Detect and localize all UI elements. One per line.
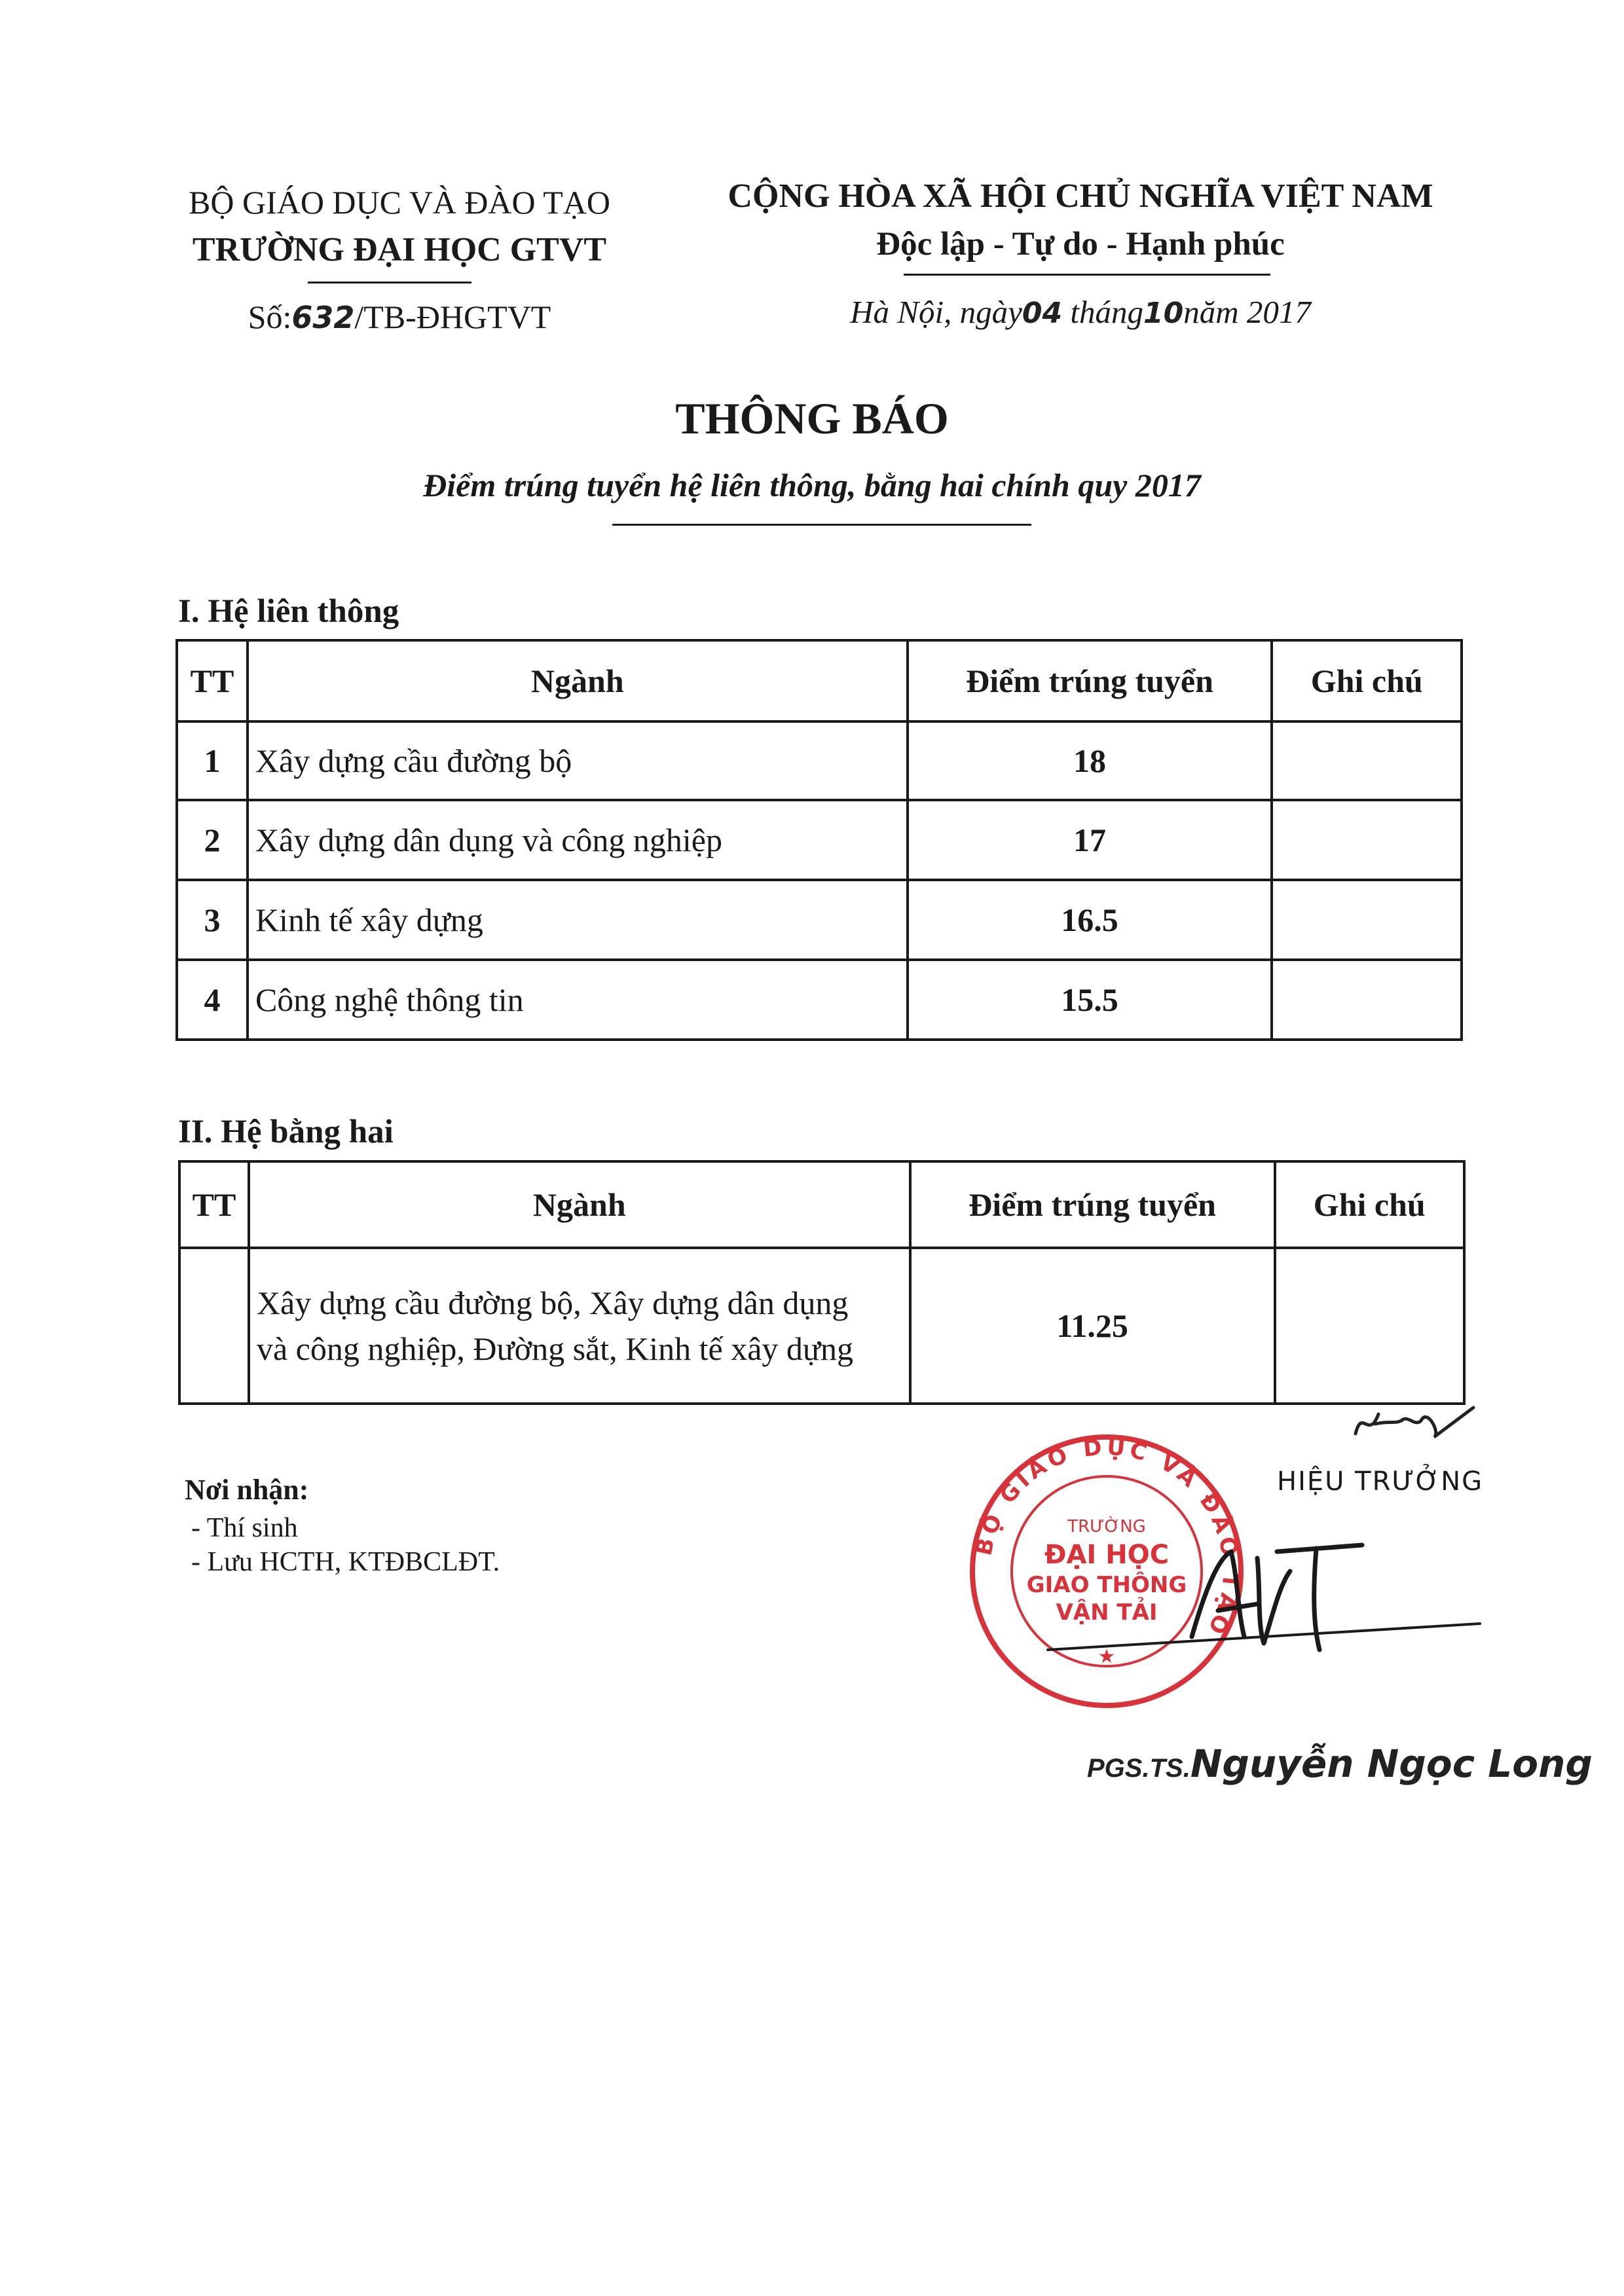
date-month-label: tháng — [1070, 294, 1143, 330]
cell-note — [1275, 1248, 1465, 1404]
ministry-name: BỘ GIÁO DỤC VÀ ĐÀO TẠO — [189, 184, 610, 221]
cell-note — [1272, 880, 1462, 960]
table-row — [177, 960, 1462, 1040]
signer-name — [1087, 1741, 1593, 1786]
subtitle-underline — [612, 524, 1031, 526]
table-row — [179, 1248, 1464, 1404]
cell-tt — [179, 1248, 249, 1404]
cell-score: 16.5 — [908, 880, 1272, 960]
cell-tt: 3 — [177, 880, 248, 960]
date-year: năm 2017 — [1183, 294, 1311, 330]
column-header-note: Ghi chú — [1275, 1161, 1465, 1248]
signer-title: HIỆU TRƯỞNG — [1277, 1467, 1484, 1497]
section-2-table — [178, 1160, 1466, 1405]
stamp-line-2: ĐẠI HỌC — [1044, 1540, 1170, 1570]
date-month: 10 — [1143, 297, 1184, 330]
cell-major: Xây dựng dân dụng và công nghiệp — [248, 800, 908, 880]
date-day: 04 — [1022, 297, 1063, 330]
section-1-heading: I. Hệ liên thông — [178, 593, 399, 630]
table-row — [177, 800, 1462, 880]
recipient-item: - Thí sinh — [191, 1513, 298, 1543]
national-motto: Độc lập - Tự do - Hạnh phúc — [876, 226, 1285, 263]
cell-tt: 2 — [177, 800, 248, 880]
stamp-star-icon: ★ — [1098, 1645, 1116, 1668]
document-title: THÔNG BÁO — [675, 393, 949, 443]
date-place: Hà Nội, ngày — [850, 294, 1022, 330]
cell-score: 18 — [908, 721, 1272, 800]
initial-signature — [1349, 1394, 1480, 1453]
section-2-heading: II. Hệ bằng hai — [178, 1114, 394, 1150]
doc-number-prefix: Số: — [248, 299, 292, 335]
cell-major: Công nghệ thông tin — [248, 960, 908, 1040]
column-header-major: Ngành — [249, 1161, 910, 1248]
cell-note — [1272, 800, 1462, 880]
cell-major-line-1: Xây dựng cầu đường bộ, Xây dựng dân dụng — [256, 1285, 849, 1321]
cell-note — [1272, 721, 1462, 800]
date-line — [694, 293, 1467, 331]
motto-underline — [904, 274, 1270, 276]
stamp-ring-text: BỘ GIÁO DỤC VÀ ĐÀO TẠO — [970, 1434, 1244, 1642]
school-underline — [308, 282, 471, 283]
republic-name: CỘNG HÒA XÃ HỘI CHỦ NGHĨA VIỆT NAM — [728, 177, 1433, 215]
document-number — [131, 298, 668, 336]
table-row — [177, 880, 1462, 960]
section-1-table — [175, 639, 1463, 1041]
stamp-line-4: VẬN TẢI — [1056, 1599, 1158, 1626]
table-row — [177, 721, 1462, 800]
column-header-tt: TT — [177, 640, 248, 721]
cell-major-line-2: và công nghiệp, Đường sắt, Kinh tế xây dựng — [256, 1330, 853, 1367]
document-subtitle: Điểm trúng tuyển hệ liên thông, bằng hai chính quy 2017 — [423, 467, 1201, 503]
recipients-label: Nơi nhận: — [185, 1474, 309, 1506]
cell-score: 15.5 — [908, 960, 1272, 1040]
cell-major — [249, 1248, 910, 1404]
cell-score: 11.25 — [910, 1248, 1275, 1404]
stamp-line-3: GIAO THÔNG — [1026, 1572, 1187, 1598]
column-header-tt: TT — [179, 1161, 249, 1248]
cell-note — [1272, 960, 1462, 1040]
cell-major: Kinh tế xây dựng — [248, 880, 908, 960]
table-header-row — [177, 640, 1462, 721]
cell-tt: 4 — [177, 960, 248, 1040]
column-header-major: Ngành — [248, 640, 908, 721]
column-header-score: Điểm trúng tuyển — [908, 640, 1272, 721]
cell-tt: 1 — [177, 721, 248, 800]
column-header-score: Điểm trúng tuyển — [910, 1161, 1275, 1248]
doc-number-suffix: /TB-ĐHGTVT — [354, 299, 551, 335]
stamp-line-1: TRƯỜNG — [1067, 1517, 1146, 1537]
column-header-note: Ghi chú — [1272, 640, 1462, 721]
recipient-item: - Lưu HCTH, KTĐBCLĐT. — [191, 1547, 500, 1577]
signature — [1022, 1532, 1493, 1683]
table-header-row — [179, 1161, 1464, 1248]
cell-major: Xây dựng cầu đường bộ — [248, 721, 908, 800]
doc-number-handwritten: 632 — [291, 300, 355, 335]
signer-name-text: Nguyễn Ngọc Long — [1190, 1741, 1593, 1786]
signer-name-prefix: PGS.TS. — [1087, 1754, 1190, 1783]
cell-score: 17 — [908, 800, 1272, 880]
school-name: TRƯỜNG ĐẠI HỌC GTVT — [192, 231, 607, 268]
